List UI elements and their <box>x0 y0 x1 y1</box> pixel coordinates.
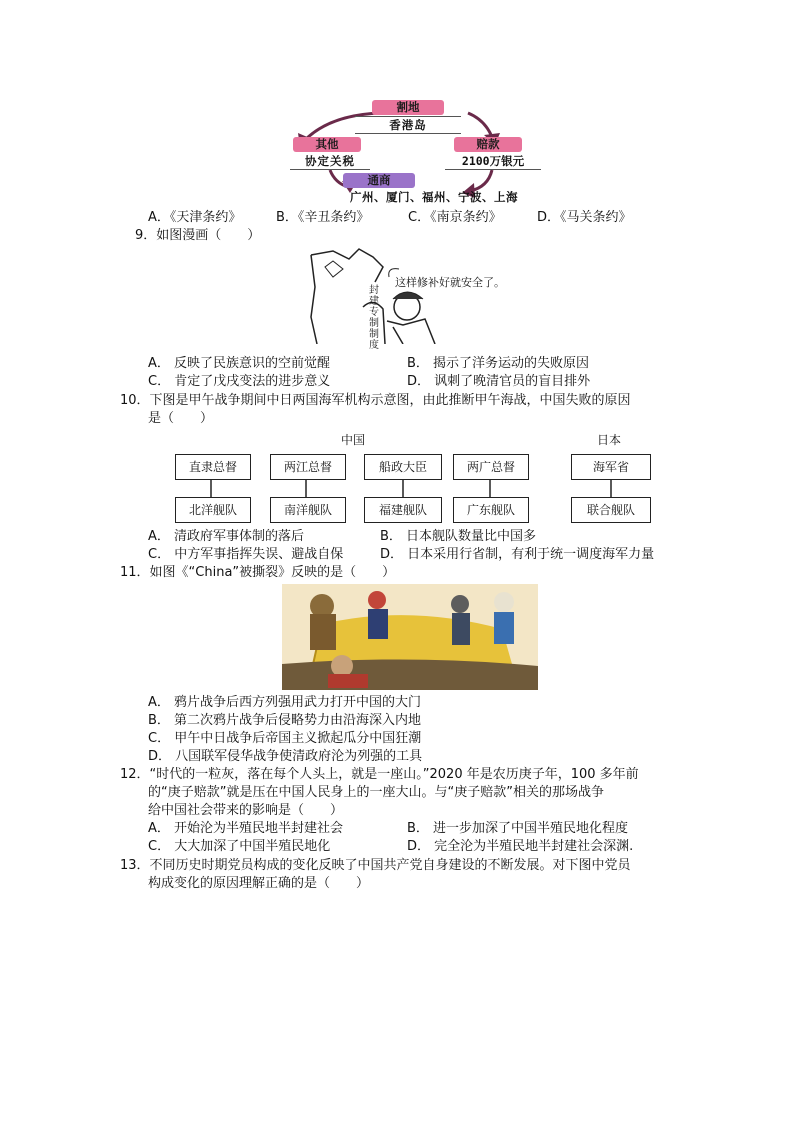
cartoon-drawing <box>303 247 539 344</box>
china-fleet-box: 广东舰队 <box>453 497 529 523</box>
q10-stem-line1: 10．下图是甲午战争期间中日两国海军机构示意图，由此推断甲午海战，中国失败的原因 <box>120 393 631 408</box>
diagram-right-value: 2100万银元 <box>445 153 541 170</box>
japan-top-box: 海军省 <box>571 454 651 480</box>
q12-stem-line2: 的“庚子赔款”就是压在中国人民身上的一座大山。与“庚子赔款”相关的那场战争 <box>148 785 604 800</box>
q10-option-c[interactable]: C． 中方军事指挥失误、避战自保 <box>148 547 344 562</box>
diagram-left-value: 协定关税 <box>290 153 370 170</box>
q12-stem-line3: 给中国社会带来的影响是（ ） <box>148 803 344 818</box>
q12-option-a[interactable]: A． 开始沦为半殖民地半封建社会 <box>148 821 344 836</box>
q11-stem: 11．如图《“China”被撕裂》反映的是（ ） <box>120 565 396 580</box>
q11-option-c[interactable]: C． 甲午中日战争后帝国主义掀起瓜分中国狂潮 <box>148 731 422 746</box>
q13-stem-line1: 13．不同历史时期党员构成的变化反映了中国共产党自身建设的不断发展。对下图中党员 <box>120 858 631 873</box>
china-top-box: 两广总督 <box>453 454 529 480</box>
diagram-top-value: 香港岛 <box>355 116 461 134</box>
q9-option-a[interactable]: A． 反映了民族意识的空前觉醒 <box>148 356 331 371</box>
diagram-top-label: 割地 <box>372 100 444 115</box>
q9-option-b[interactable]: B． 揭示了洋务运动的失败原因 <box>407 356 590 371</box>
q8-option-b[interactable]: B．《辛丑条约》 <box>276 210 370 225</box>
q11-option-d[interactable]: D． 八国联军侵华战争使清政府沦为列强的工具 <box>148 749 423 764</box>
q9-option-d[interactable]: D． 讽刺了晚清官员的盲目排外 <box>407 374 591 389</box>
q8-option-c[interactable]: C．《南京条约》 <box>408 210 502 225</box>
q12-option-d[interactable]: D． 完全沦为半殖民地半封建社会深渊. <box>407 839 634 854</box>
q9-cartoon <box>303 247 539 351</box>
china-top-box: 船政大臣 <box>364 454 442 480</box>
china-label: 中国 <box>341 433 366 447</box>
china-fleet-box: 福建舰队 <box>364 497 442 523</box>
diagram-right-label: 赔款 <box>454 137 522 152</box>
q10-stem-line2: 是（ ） <box>148 411 214 426</box>
q8-option-a[interactable]: A．《天津条约》 <box>148 210 242 225</box>
q10-option-d[interactable]: D． 日本采用行省制，有利于统一调度海军力量 <box>380 547 655 562</box>
japan-label: 日本 <box>597 433 622 447</box>
q10-option-a[interactable]: A． 清政府军事体制的落后 <box>148 529 305 544</box>
china-top-box: 直隶总督 <box>175 454 251 480</box>
china-fleet-box: 北洋舰队 <box>175 497 251 523</box>
q11-option-a[interactable]: A． 鸦片战争后西方列强用武力打开中国的大门 <box>148 695 422 710</box>
q12-option-c[interactable]: C． 大大加深了中国半殖民地化 <box>148 839 331 854</box>
q13-stem-line2: 构成变化的原因理解正确的是（ ） <box>148 876 370 891</box>
diagram-bottom-value: 广州、厦门、福州、宁波、上海 <box>350 190 518 204</box>
diagram-left-label: 其他 <box>293 137 361 152</box>
china-top-box: 两江总督 <box>270 454 346 480</box>
q10-option-b[interactable]: B． 日本舰队数量比中国多 <box>380 529 537 544</box>
q12-stem-line1: 12．“时代的一粒灰，落在每个人头上，就是一座山。”2020 年是农历庚子年，100 多年前 <box>120 767 639 782</box>
diagram-bottom-label: 通商 <box>343 173 415 188</box>
q9-stem: 9．如图漫画（ ） <box>135 228 261 243</box>
china-torn-cartoon <box>282 584 538 690</box>
japan-fleet-box: 联合舰队 <box>571 497 651 523</box>
cartoon-caption: 这样修补好就安全了。 <box>395 276 505 289</box>
q9-option-c[interactable]: C． 肯定了戊戌变法的进步意义 <box>148 374 331 389</box>
q12-option-b[interactable]: B． 进一步加深了中国半殖民地化程度 <box>407 821 629 836</box>
china-fleet-box: 南洋舰队 <box>270 497 346 523</box>
cartoon-vertical-text: 封建专制制度 <box>369 285 379 351</box>
cartoon-illustration <box>282 584 538 690</box>
q11-option-b[interactable]: B． 第二次鸦片战争后侵略势力由沿海深入内地 <box>148 713 422 728</box>
q8-option-d[interactable]: D．《马关条约》 <box>537 210 632 225</box>
